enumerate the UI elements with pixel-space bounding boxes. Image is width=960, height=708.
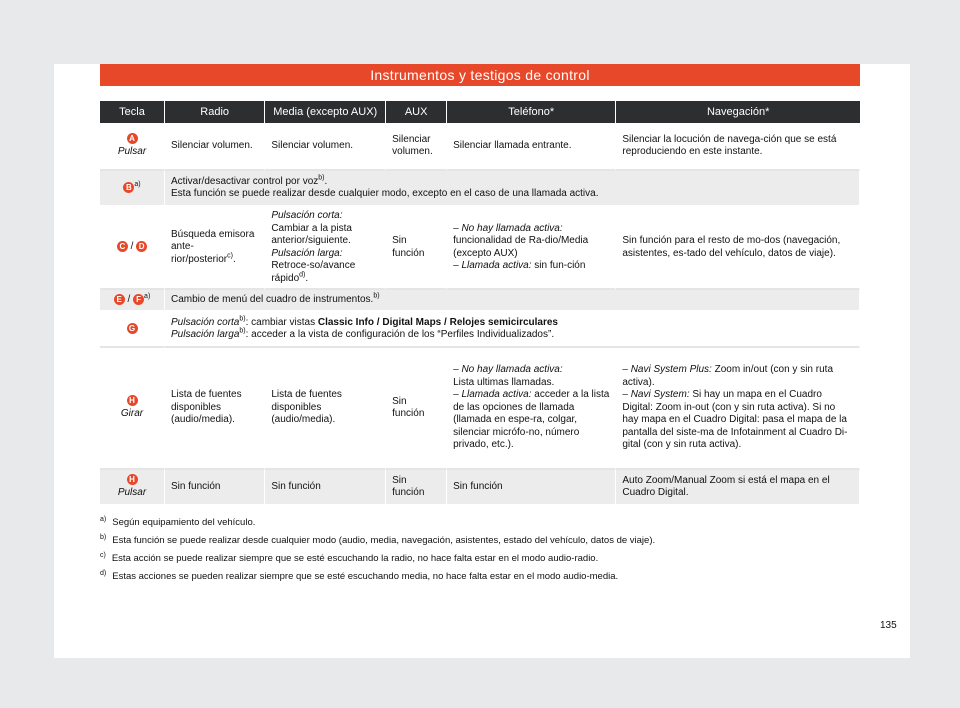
key-h-icon: H (127, 395, 138, 406)
cell-text: Lista ultimas llamadas. (453, 376, 555, 388)
footnote-ref: a) (134, 180, 141, 188)
key-b-icon: B (123, 182, 134, 193)
cell-text: . (232, 253, 236, 265)
key-cell (100, 123, 165, 171)
cell-text: Búsqueda emisora ante-rior/posterior (171, 228, 255, 265)
page-number: 135 (880, 620, 897, 631)
row-text: Esta función se puede realizar desde cualquier modo, excepto en el caso de una llamada activa. (171, 188, 599, 199)
key-cell (100, 348, 165, 470)
cell-text: Zoom in/out (con y sin ruta activa). (622, 364, 834, 388)
table-row (100, 207, 860, 290)
merged-cell (165, 312, 860, 348)
key-e-icon: E (114, 294, 125, 305)
section-title: Instrumentos y testigos de control (100, 64, 860, 86)
header-phone: Teléfono* (447, 101, 616, 123)
key-g-icon: G (127, 323, 138, 334)
row-label: Pulsación larga (171, 329, 240, 340)
key-cell (100, 207, 165, 290)
footnotes (100, 514, 860, 586)
key-action: Pulsar (117, 487, 147, 499)
table-header-row (100, 101, 860, 123)
cell-text: funcionalidad de Ra-dio/Media (excepto AUX) (453, 235, 589, 259)
row-text: Cambio de menú del cuadro de instrumentos. (171, 293, 374, 305)
footnote-ref: c) (227, 252, 233, 260)
footnote-text: Esta acción se puede realizar siempre que se esté escuchando la radio, no hace falta estar en el modo audio-radio. (111, 553, 599, 564)
footnote-ref: d) (299, 271, 306, 279)
view-name: Relojes semicirculares (449, 316, 558, 328)
nav-cell: Sin función para el resto de mo-dos (navegación, asistentes, es-tado del vehículo, datos de viaje). (616, 207, 860, 290)
footnote (100, 568, 860, 586)
cell-text: sin fun-ción (531, 260, 586, 271)
aux-cell: Sin función (386, 207, 447, 290)
cell-label: Pulsación corta: (271, 210, 343, 221)
view-name: Classic Info (317, 316, 374, 328)
cell-label: – No hay llamada activa: (453, 364, 563, 376)
phone-cell (447, 348, 616, 470)
key-action: Girar (120, 408, 144, 420)
footnote-ref: a) (144, 292, 151, 300)
footnote-text: Estas acciones se pueden realizar siempre que se esté escuchando media, no hace falta estar en el modo audio-media. (112, 571, 619, 582)
cell-text: . (305, 272, 309, 284)
row-text: / (374, 316, 383, 328)
media-cell: Silenciar volumen. (265, 123, 386, 171)
footnote-ref: b) (239, 315, 246, 323)
cell-text: Retroce-so/avance rápido (271, 260, 356, 284)
key-a-icon: A (127, 133, 138, 144)
footnote (100, 532, 860, 550)
media-cell (265, 207, 386, 290)
footnote-text: Esta función se puede realizar desde cualquier modo (audio, media, navegación, asistentes, estado del vehículo, datos de viaje). (112, 535, 656, 546)
cell-text: Si hay un mapa en el Cuadro Digital: Zoom in-out (con y sin ruta activa). Si no hay mapa en el Cuadro Digital: pasa el mapa de la pantalla del siste-ma de Infotainment al Cuadro Di-gital (con y sin ruta activa). (622, 389, 848, 451)
footnote (100, 514, 860, 532)
radio-cell (165, 207, 265, 290)
aux-cell: Sin función (386, 348, 447, 470)
row-text: : cambiar vistas (245, 316, 318, 328)
radio-cell: Lista de fuentes disponibles (audio/media). (165, 348, 265, 470)
table-row (100, 290, 860, 312)
media-cell: Lista de fuentes disponibles (audio/media). (265, 348, 386, 470)
table-row (100, 123, 860, 171)
footnote-mark: b) (100, 533, 107, 541)
table-row (100, 348, 860, 470)
header-aux: AUX (386, 101, 447, 123)
key-cell (100, 312, 165, 348)
key-cell (100, 470, 165, 506)
row-text: Activar/desactivar control por voz (171, 175, 319, 187)
header-nav: Navegación* (616, 101, 860, 123)
header-radio: Radio (165, 101, 265, 123)
phone-cell (447, 207, 616, 290)
controls-table (100, 101, 860, 506)
key-cell (100, 171, 165, 207)
aux-cell: Silenciar volumen. (386, 123, 447, 171)
key-separator: / (127, 293, 131, 305)
key-d-icon: D (136, 241, 147, 252)
view-name: Digital Maps (382, 316, 442, 328)
header-media: Media (excepto AUX) (265, 101, 386, 123)
radio-cell: Silenciar volumen. (165, 123, 265, 171)
header-tecla: Tecla (100, 101, 165, 123)
nav-cell: Auto Zoom/Manual Zoom si está el mapa en el Cuadro Digital. (616, 470, 860, 506)
key-c-icon: C (117, 241, 128, 252)
footnote (100, 550, 860, 568)
footnote-text: Según equipamiento del vehículo. (112, 517, 256, 528)
nav-cell (616, 348, 860, 470)
key-cell (100, 290, 165, 312)
cell-text: Cambiar a la pista anterior/siguiente. (271, 222, 352, 246)
key-f-icon: F (133, 294, 144, 305)
footnote-ref: b) (239, 327, 246, 335)
phone-cell: Silenciar llamada entrante. (447, 123, 616, 171)
table-row (100, 470, 860, 506)
row-text: / (441, 316, 450, 328)
footnote-mark: c) (100, 551, 106, 559)
key-action: Pulsar (117, 146, 147, 158)
key-h-icon: H (127, 474, 138, 485)
footnote-mark: a) (100, 515, 107, 523)
cell-label: – Navi System Plus: (622, 364, 712, 376)
nav-cell: Silenciar la locución de navega-ción que se está reproduciendo en este instante. (616, 123, 860, 171)
merged-cell (165, 290, 860, 312)
cell-label: – Navi System: (622, 389, 690, 401)
cell-label: – Llamada activa: (453, 389, 532, 401)
cell-label: – Llamada activa: (453, 260, 532, 271)
table-row (100, 312, 860, 348)
media-cell: Sin función (265, 470, 386, 506)
radio-cell: Sin función (165, 470, 265, 506)
phone-cell: Sin función (447, 470, 616, 506)
cell-label: – No hay llamada activa: (453, 222, 563, 234)
footnote-ref: b) (373, 292, 380, 300)
key-separator: / (130, 241, 134, 253)
table-row (100, 171, 860, 207)
footnote-mark: d) (100, 569, 107, 577)
cell-text: acceder a la lista de las opciones de llamada (llamada en espe-ra, colgar, silenciar micrófo-no, número privado, etc.). (453, 389, 610, 451)
row-text: . (324, 175, 328, 187)
merged-cell (165, 171, 860, 207)
row-text: : acceder a la vista de configuración de los “Perfiles Individualizados”. (245, 329, 555, 340)
cell-label: Pulsación larga: (271, 247, 343, 259)
row-label: Pulsación corta (171, 316, 240, 328)
aux-cell: Sin función (386, 470, 447, 506)
footnote-ref: b) (318, 174, 325, 182)
